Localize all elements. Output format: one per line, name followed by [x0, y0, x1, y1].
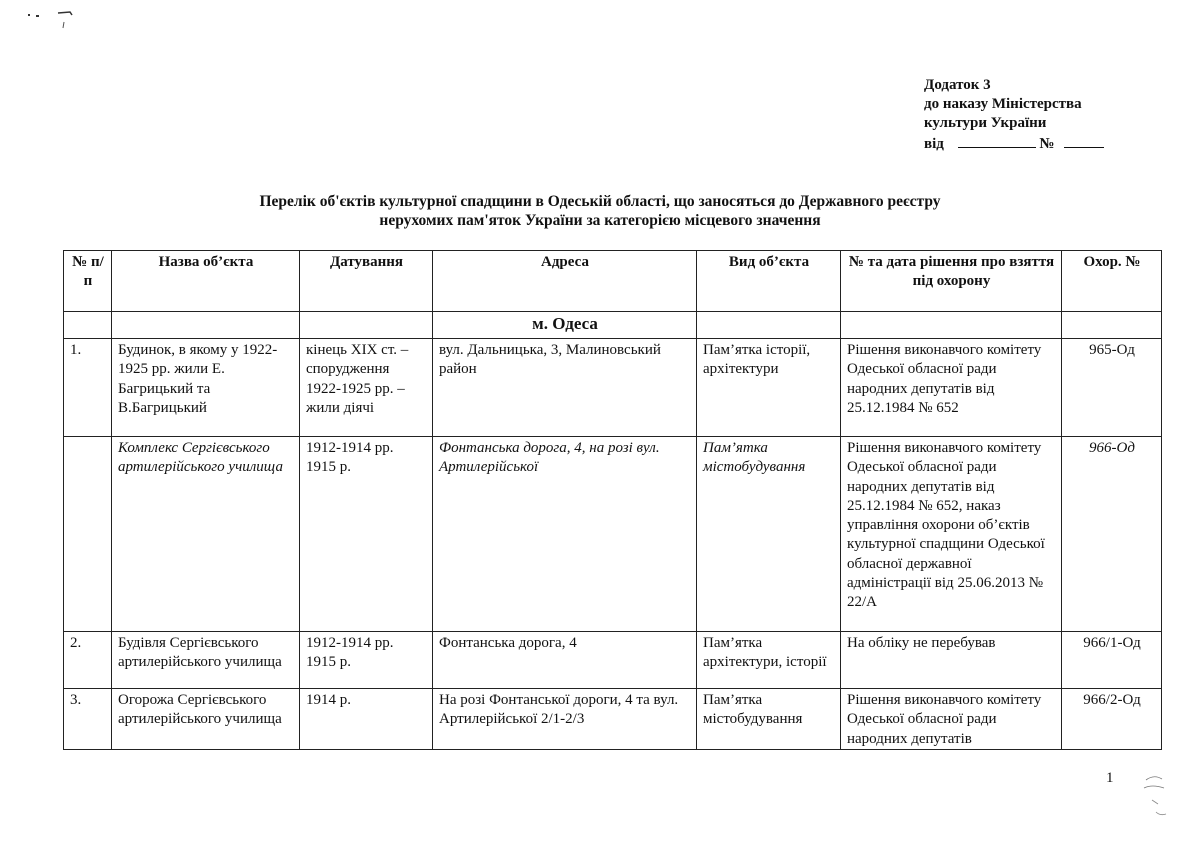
row-no: 1.: [64, 339, 112, 437]
title-line-2: нерухомих пам'яток України за категорією місцевого значення: [379, 212, 821, 229]
row-address: Фонтанська дорога, 4, на розі вул. Артилерійської: [433, 437, 697, 632]
row-address: На розі Фонтанської дороги, 4 та вул. Артилерійської 2/1-2/3: [433, 689, 697, 750]
scan-specks-top-left: [26, 8, 86, 34]
header-protection-no: Охор. №: [1062, 251, 1162, 312]
row-no: 2.: [64, 632, 112, 689]
document-title: [150, 192, 1050, 230]
row-name: Будівля Сергієвського артилерійського училища: [112, 632, 300, 689]
row-address: Фонтанська дорога, 4: [433, 632, 697, 689]
number-label: №: [1039, 136, 1055, 152]
city-row: [64, 312, 1162, 339]
row-type: Пам’ятка містобудування: [697, 689, 841, 750]
row-protection-no: 966/2-Од: [1062, 689, 1162, 750]
header-address: Адреса: [433, 251, 697, 312]
header-name: Назва об’єкта: [112, 251, 300, 312]
appendix-title: Додаток 3: [924, 77, 991, 93]
row-decision: Рішення виконавчого комітету Одеської обласної ради народних депутатів від 25.12.1984 № 652, наказ управління охорони об’єктів культурної спадщини Одеської обласної державної адміністрації від 25.06.2013 № 22/А: [841, 437, 1062, 632]
row-dating: 1914 р.: [300, 689, 433, 750]
table-row: [64, 689, 1162, 750]
punch-hole-mark-right: [752, 20, 786, 54]
number-blank: [1064, 133, 1104, 148]
date-blank: [958, 133, 1036, 148]
row-decision: Рішення виконавчого комітету Одеської обласної ради народних депутатів від 25.12.1984 № 652: [841, 339, 1062, 437]
row-no: 3.: [64, 689, 112, 750]
row-dating: 1912-1914 рр. 1915 р.: [300, 632, 433, 689]
appendix-date-line: [924, 133, 1184, 154]
appendix-block: [924, 76, 1184, 154]
row-type: Пам’ятка історії, архітектури: [697, 339, 841, 437]
row-name: Огорожа Сергієвського артилерійського училища: [112, 689, 300, 750]
header-dating: Датування: [300, 251, 433, 312]
row-name: Будинок, в якому у 1922-1925 рр. жили Е. Багрицький та В.Багрицький: [112, 339, 300, 437]
table-row: [64, 437, 1162, 632]
appendix-order-line: до наказу Міністерства: [924, 96, 1082, 112]
heritage-register-table: [63, 250, 1162, 750]
header-decision: № та дата рішення про взяття під охорону: [841, 251, 1062, 312]
row-decision: На обліку не перебував: [841, 632, 1062, 689]
row-name: Комплекс Сергієвського артилерійського училища: [112, 437, 300, 632]
row-protection-no: 966/1-Од: [1062, 632, 1162, 689]
scan-specks-bottom-right: [1140, 770, 1180, 825]
row-protection-no: 966-Од: [1062, 437, 1162, 632]
row-decision: Рішення виконавчого комітету Одеської обласної ради народних депутатів: [841, 689, 1062, 750]
punch-hole-mark-left: [428, 28, 462, 62]
title-line-1: Перелік об'єктів культурної спадщини в Одеській області, що заносяться до Державного реєстру: [259, 193, 941, 210]
row-address: вул. Дальницька, 3, Малиновський район: [433, 339, 697, 437]
date-label: від: [924, 136, 944, 152]
row-dating: 1912-1914 рр. 1915 р.: [300, 437, 433, 632]
row-protection-no: 965-Од: [1062, 339, 1162, 437]
page-number: 1: [1106, 770, 1114, 786]
appendix-ministry-line: культури України: [924, 115, 1047, 131]
table-header-row: [64, 251, 1162, 312]
header-no: № п/п: [64, 251, 112, 312]
city-name: м. Одеса: [433, 312, 697, 339]
row-no: [64, 437, 112, 632]
row-dating: кінець XIX ст. – спорудження 1922-1925 рр. – жили діячі: [300, 339, 433, 437]
row-type: Пам’ятка архітектури, історії: [697, 632, 841, 689]
table-row: [64, 339, 1162, 437]
header-type: Вид об’єкта: [697, 251, 841, 312]
table-row: [64, 632, 1162, 689]
row-type: Пам’ятка містобудування: [697, 437, 841, 632]
